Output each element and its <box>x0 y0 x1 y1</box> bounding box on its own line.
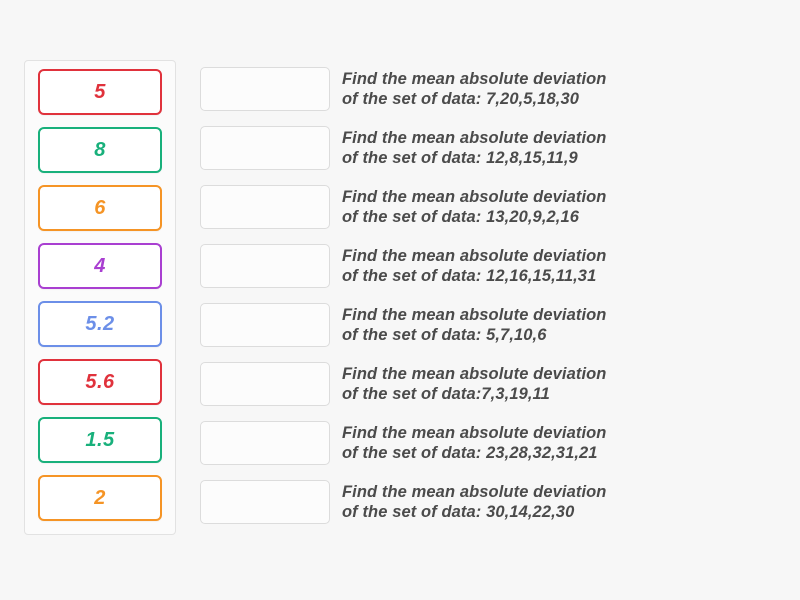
answer-dropzone[interactable] <box>200 185 330 229</box>
question-line-1: Find the mean absolute deviation <box>342 246 607 265</box>
question-row <box>200 355 780 413</box>
question-line-2: of the set of data: 12,8,15,11,9 <box>342 149 578 167</box>
question-line-1: Find the mean absolute deviation <box>342 305 607 324</box>
question-row <box>200 237 780 295</box>
question-text <box>342 187 607 227</box>
question-row <box>200 178 780 236</box>
question-rows <box>200 60 780 532</box>
question-line-2: of the set of data: 12,16,15,11,31 <box>342 267 597 285</box>
answer-tile[interactable]: 5.6 <box>38 359 162 405</box>
answer-tile[interactable]: 1.5 <box>38 417 162 463</box>
answer-tile[interactable]: 5 <box>38 69 162 115</box>
question-line-1: Find the mean absolute deviation <box>342 482 607 501</box>
answer-dropzone[interactable] <box>200 126 330 170</box>
question-text <box>342 305 607 345</box>
answer-tile[interactable]: 6 <box>38 185 162 231</box>
question-line-2: of the set of data: 13,20,9,2,16 <box>342 208 580 226</box>
question-line-1: Find the mean absolute deviation <box>342 423 607 442</box>
question-row <box>200 296 780 354</box>
answer-tile[interactable]: 8 <box>38 127 162 173</box>
question-line-1: Find the mean absolute deviation <box>342 364 607 383</box>
answer-dropzone[interactable] <box>200 362 330 406</box>
question-row <box>200 414 780 472</box>
question-line-2: of the set of data: 30,14,22,30 <box>342 503 575 521</box>
question-line-1: Find the mean absolute deviation <box>342 187 607 206</box>
question-line-2: of the set of data: 7,20,5,18,30 <box>342 90 580 108</box>
question-row <box>200 119 780 177</box>
question-line-2: of the set of data: 5,7,10,6 <box>342 326 547 344</box>
answer-dropzone[interactable] <box>200 67 330 111</box>
question-line-1: Find the mean absolute deviation <box>342 128 607 147</box>
question-text <box>342 128 607 168</box>
question-line-2: of the set of data: 23,28,32,31,21 <box>342 444 598 462</box>
question-text <box>342 482 607 522</box>
answer-tile[interactable]: 5.2 <box>38 301 162 347</box>
question-text <box>342 423 607 463</box>
answer-tile[interactable]: 4 <box>38 243 162 289</box>
question-line-1: Find the mean absolute deviation <box>342 69 607 88</box>
question-row <box>200 473 780 531</box>
answer-dropzone[interactable] <box>200 303 330 347</box>
question-text <box>342 246 607 286</box>
question-line-2: of the set of data:7,3,19,11 <box>342 385 550 403</box>
answer-dropzone[interactable] <box>200 244 330 288</box>
question-text <box>342 364 607 404</box>
answer-tile[interactable]: 2 <box>38 475 162 521</box>
question-text <box>342 69 607 109</box>
answer-dropzone[interactable] <box>200 421 330 465</box>
answer-tiles-tray <box>24 60 176 535</box>
question-row <box>200 60 780 118</box>
answer-dropzone[interactable] <box>200 480 330 524</box>
